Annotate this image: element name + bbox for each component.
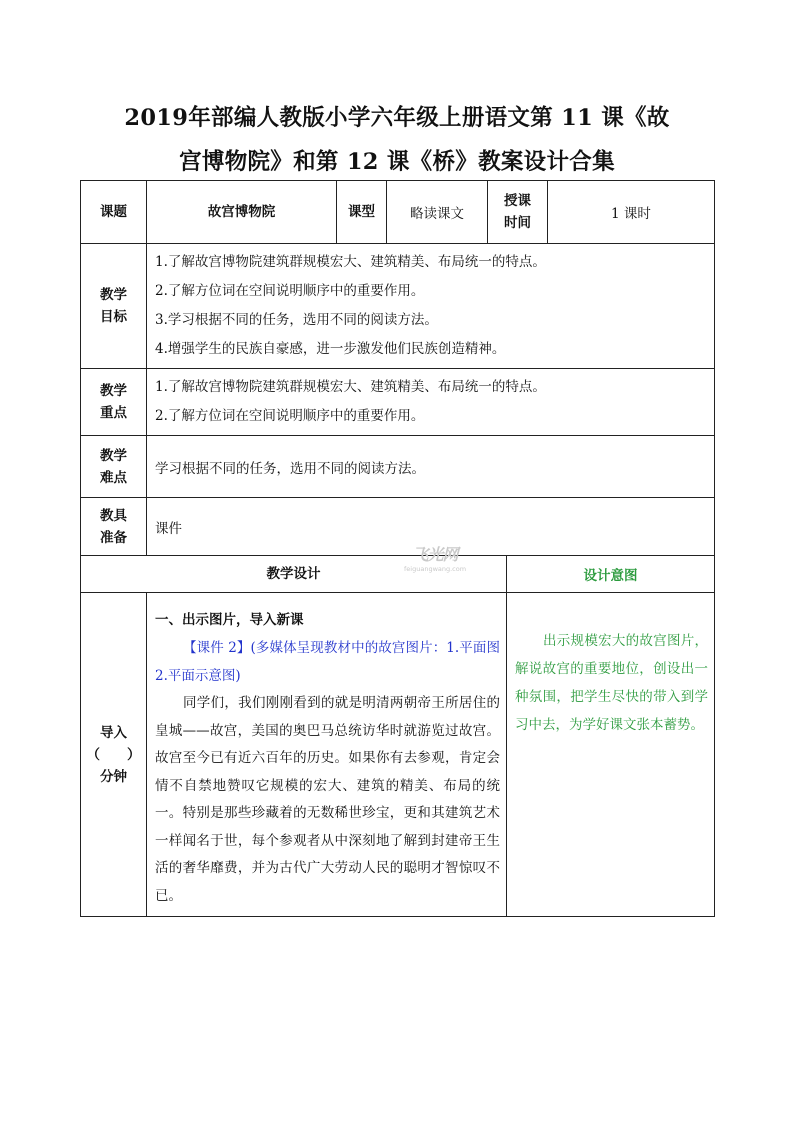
time-value: 1 课时 xyxy=(548,181,715,244)
difficulties-row xyxy=(81,436,715,498)
intro-label-line-2: （ ） xyxy=(86,746,141,763)
intro-intent: 出示规模宏大的故宫图片，解说故宫的重要地位，创设出一种氛围，把学生尽快的带入到学习中去，为学好课文张本蓄势。 xyxy=(507,593,715,917)
watermark-main: 飞光网 xyxy=(412,545,458,564)
design-header-row xyxy=(81,556,715,593)
document-title xyxy=(80,96,714,184)
topic-label: 课题 xyxy=(81,181,147,244)
goal-item: 3.学习根据不同的任务，选用不同的阅读方法。 xyxy=(155,312,438,328)
key-points-label-line-2: 重点 xyxy=(100,405,127,421)
type-label: 课型 xyxy=(337,181,387,244)
time-label-line-2: 时间 xyxy=(504,215,531,231)
goals-label-line-2: 目标 xyxy=(100,309,127,325)
intro-row xyxy=(81,593,715,917)
title-line-1: 2019年部编人教版小学六年级上册语文第 11 课《故 xyxy=(124,105,670,131)
key-points-content xyxy=(147,369,715,436)
topic-value: 故宫博物院 xyxy=(147,181,337,244)
header-row xyxy=(81,181,715,244)
lesson-plan-table xyxy=(80,180,715,917)
materials-content: 课件 xyxy=(147,498,715,556)
intro-label xyxy=(81,593,147,917)
intro-section-title: 一、出示图片，导入新课 xyxy=(155,612,304,628)
intent-header: 设计意图 xyxy=(507,556,715,593)
time-label-line-1: 授课 xyxy=(504,193,531,209)
key-point-item: 2.了解方位词在空间说明顺序中的重要作用。 xyxy=(155,408,425,424)
key-points-row xyxy=(81,369,715,436)
courseware-note: 【课件 2】(多媒体呈现教材中的故宫图片：1.平面图 2.平面示意图) xyxy=(155,640,500,684)
intro-body: 同学们，我们刚刚看到的就是明清两朝帝王所居住的皇城——故宫，美国的奥巴马总统访华时就游览过故宫。故宫至今已有近六百年的历史。如果你有去参观，肯定会情不自禁地赞叹它规模的宏大、建筑的精美、布局的统一。特别是那些珍藏着的无数稀世珍宝，更和其建筑艺术一样闻名于世，每个参观者从中深刻地了解到封建帝王生活的奢华靡费，并为古代广大劳动人民的聪明才智惊叹不已。 xyxy=(155,695,500,904)
difficulties-content: 学习根据不同的任务，选用不同的阅读方法。 xyxy=(147,436,715,498)
difficulties-label-line-1: 教学 xyxy=(100,447,127,464)
watermark-sub: feiguangwang.com xyxy=(404,565,467,573)
intro-label-line-1: 导入 xyxy=(100,724,127,741)
difficulties-label xyxy=(81,436,147,498)
materials-label-line-1: 教具 xyxy=(100,507,127,524)
goal-item: 1.了解故宫博物院建筑群规模宏大、建筑精美、布局统一的特点。 xyxy=(155,254,546,270)
goal-item: 4.增强学生的民族自豪感，进一步激发他们民族创造精神。 xyxy=(155,341,506,357)
materials-row xyxy=(81,498,715,556)
key-points-label xyxy=(81,369,147,436)
materials-label xyxy=(81,498,147,556)
intro-label-line-3: 分钟 xyxy=(100,768,127,785)
title-line-2: 宫博物院》和第 12 课《桥》教案设计合集 xyxy=(179,149,615,175)
time-label xyxy=(488,181,548,244)
design-header: 教学设计 xyxy=(81,556,507,593)
type-value: 略读课文 xyxy=(387,181,488,244)
goals-row xyxy=(81,244,715,369)
materials-label-line-2: 准备 xyxy=(100,529,127,546)
goals-label xyxy=(81,244,147,369)
goals-content xyxy=(147,244,715,369)
key-point-item: 1.了解故宫博物院建筑群规模宏大、建筑精美、布局统一的特点。 xyxy=(155,379,546,395)
intro-design-content xyxy=(147,593,507,917)
goals-label-line-1: 教学 xyxy=(100,287,127,303)
difficulties-label-line-2: 难点 xyxy=(100,469,127,486)
goal-item: 2.了解方位词在空间说明顺序中的重要作用。 xyxy=(155,283,425,299)
key-points-label-line-1: 教学 xyxy=(100,383,127,399)
